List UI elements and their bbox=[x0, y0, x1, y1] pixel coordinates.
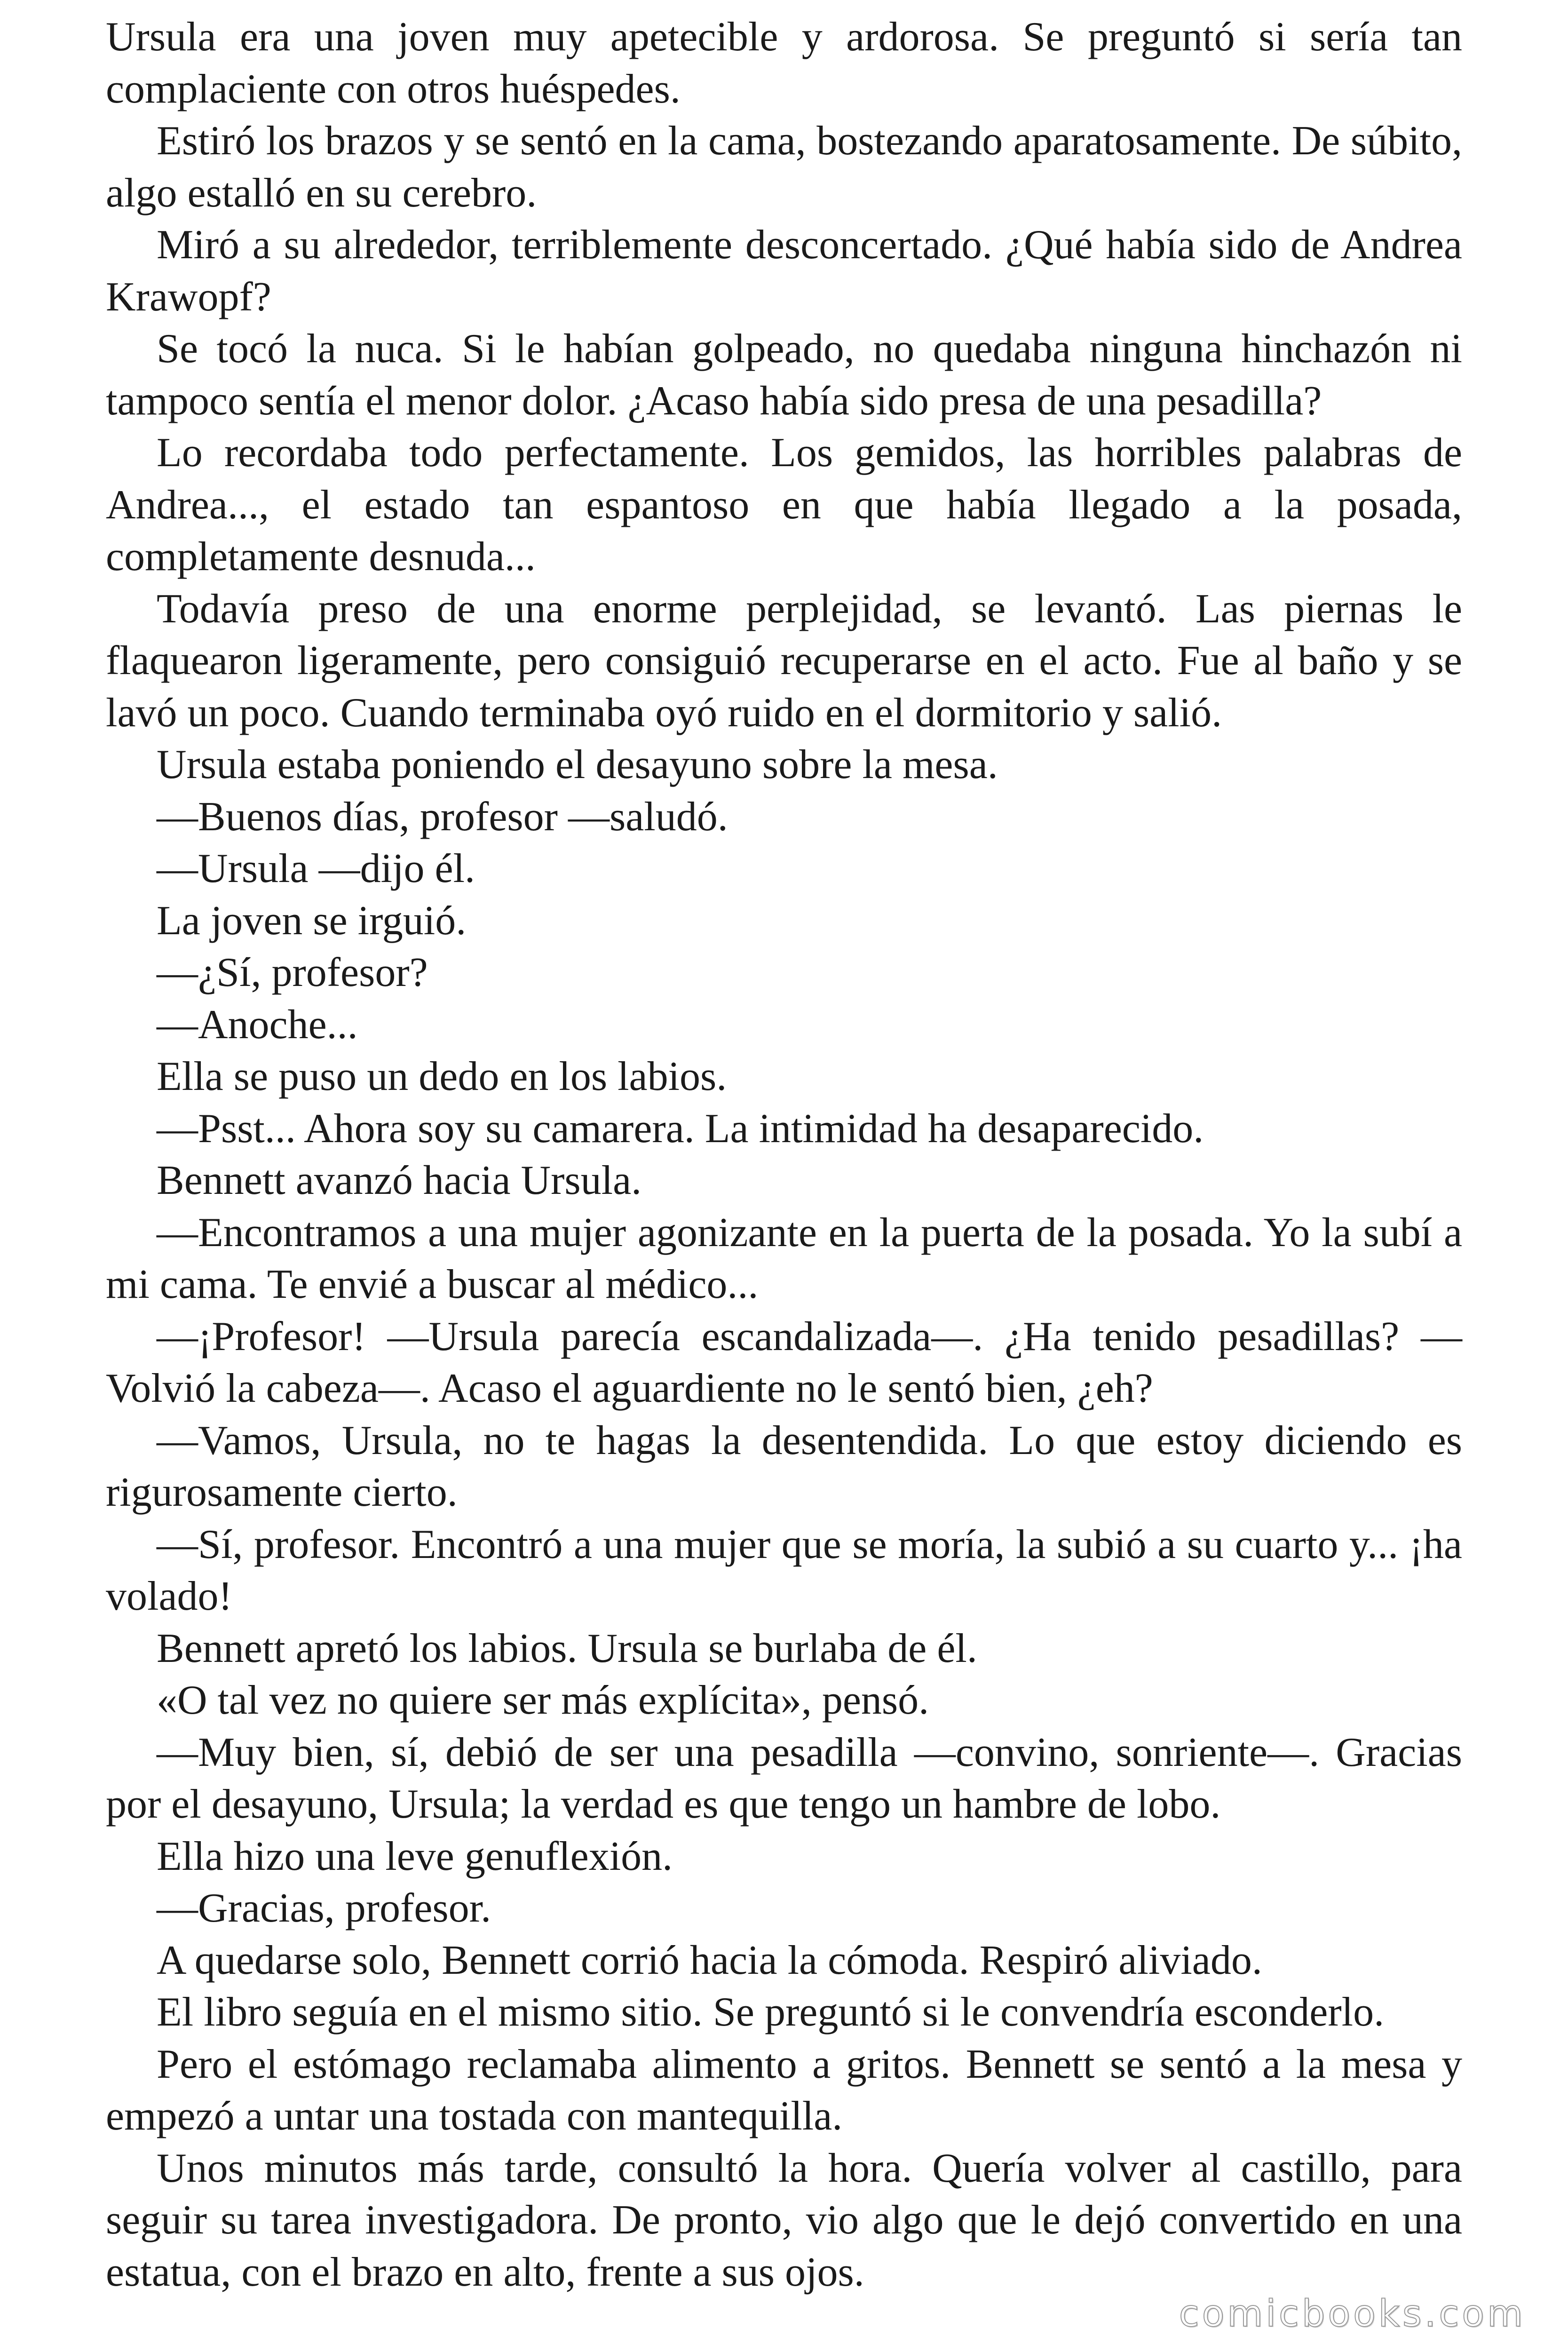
paragraph: Miró a su alrededor, terriblemente desconcertado. ¿Qué había sido de Andrea Krawopf? bbox=[106, 222, 1462, 320]
paragraph: Unos minutos más tarde, consultó la hora. Quería volver al castillo, para seguir su tarea investigadora. De pronto, vio algo que le dejó convertido en una estatua, con el brazo en alto, frente a sus ojos. bbox=[106, 2145, 1462, 2295]
paragraph: «O tal vez no quiere ser más explícita», pensó. bbox=[157, 1677, 929, 1723]
paragraph: Ursula estaba poniendo el desayuno sobre la mesa. bbox=[157, 742, 998, 787]
paragraph: Se tocó la nuca. Si le habían golpeado, no quedaba ninguna hinchazón ni tampoco sentía el menor dolor. ¿Acaso había sido presa de una pesadilla? bbox=[106, 326, 1462, 424]
paragraph: —¡Profesor! —Ursula parecía escandalizada—. ¿Ha tenido pesadillas? —Volvió la cabeza—. Acaso el aguardiente no le sentó bien, ¿eh? bbox=[106, 1313, 1462, 1411]
paragraph: Pero el estómago reclamaba alimento a gritos. Bennett se sentó a la mesa y empezó a untar una tostada con mantequilla. bbox=[106, 2041, 1462, 2139]
paragraph: —Gracias, profesor. bbox=[157, 1885, 491, 1931]
page-text bbox=[106, 11, 1462, 2298]
paragraph: Estiró los brazos y se sentó en la cama, bostezando aparatosamente. De súbito, algo estalló en su cerebro. bbox=[106, 118, 1462, 216]
paragraph: Bennett avanzó hacia Ursula. bbox=[157, 1158, 642, 1203]
paragraph: —Psst... Ahora soy su camarera. La intimidad ha desaparecido. bbox=[157, 1105, 1204, 1152]
watermark-text: comicbooks.com bbox=[1179, 2293, 1526, 2335]
paragraph: Ursula era una joven muy apetecible y ardorosa. Se preguntó si sería tan complaciente con otros huéspedes. bbox=[106, 14, 1462, 112]
paragraph: Ella se puso un dedo en los labios. bbox=[157, 1054, 727, 1099]
paragraph: Todavía preso de una enorme perplejidad, se levantó. Las piernas le flaquearon ligeramente, pero consiguió recuperarse en el acto. Fue al baño y se lavó un poco. Cuando terminaba oyó ruido en el dormitorio y salió. bbox=[106, 586, 1462, 736]
paragraph: El libro seguía en el mismo sitio. Se preguntó si le convendría esconderlo. bbox=[157, 1989, 1385, 2035]
paragraph: —Ursula —dijo él. bbox=[157, 846, 475, 891]
paragraph: Lo recordaba todo perfectamente. Los gemidos, las horribles palabras de Andrea..., el estado tan espantoso en que había llegado a la posada, completamente desnuda... bbox=[106, 430, 1462, 580]
paragraph: —Buenos días, profesor —saludó. bbox=[157, 794, 728, 840]
paragraph: —Anoche... bbox=[157, 1001, 358, 1048]
paragraph: —Sí, profesor. Encontró a una mujer que se moría, la subió a su cuarto y... ¡ha volado! bbox=[106, 1521, 1462, 1619]
paragraph: —¿Sí, profesor? bbox=[157, 950, 428, 995]
paragraph: La joven se irguió. bbox=[157, 898, 467, 944]
paragraph: Ella hizo una leve genuflexión. bbox=[157, 1833, 673, 1879]
paragraph: —Vamos, Ursula, no te hagas la desentendida. Lo que estoy diciendo es rigurosamente cierto. bbox=[106, 1417, 1462, 1515]
paragraph: —Muy bien, sí, debió de ser una pesadilla —convino, sonriente—. Gracias por el desayuno, Ursula; la verdad es que tengo un hambre de lobo. bbox=[106, 1729, 1462, 1827]
paragraph: Bennett apretó los labios. Ursula se burlaba de él. bbox=[157, 1625, 977, 1671]
paragraph: A quedarse solo, Bennett corrió hacia la cómoda. Respiró aliviado. bbox=[157, 1937, 1262, 1983]
paragraph: —Encontramos a una mujer agonizante en la puerta de la posada. Yo la subí a mi cama. Te envié a buscar al médico... bbox=[106, 1209, 1462, 1307]
